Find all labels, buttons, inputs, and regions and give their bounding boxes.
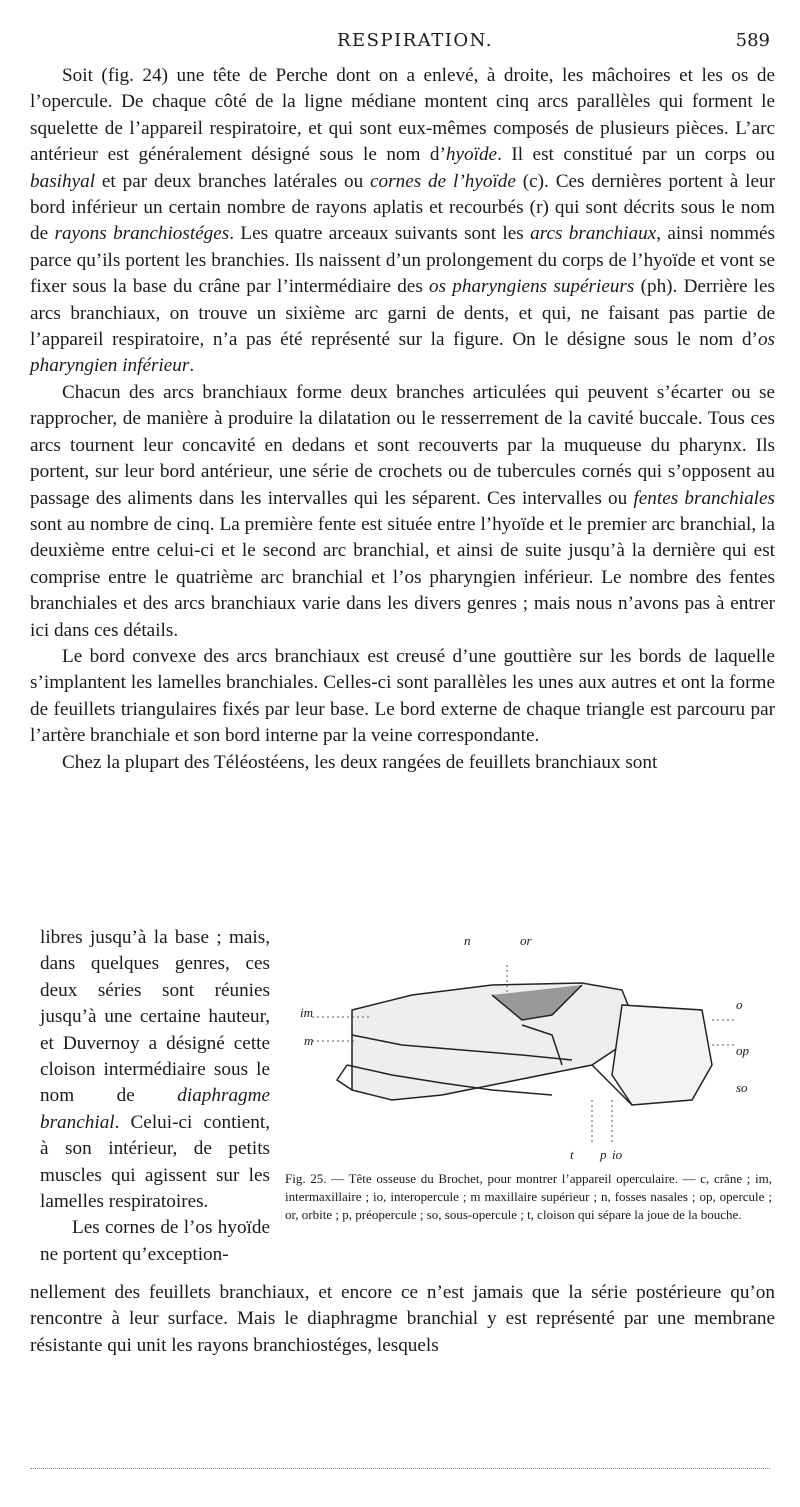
label-n: n — [464, 933, 471, 948]
paragraph-4-continued — [40, 925, 270, 1215]
label-so: so — [736, 1080, 748, 1095]
header-title: RESPIRATION. — [336, 30, 493, 51]
text-run: libres jusqu’à la base ; mais, dans quelques genres, ces deux séries sont réunies jusqu’à une certaine hauteur, et Duvernoy a désigné cette cloison intermédiaire sous le nom de — [40, 927, 270, 1107]
term-italic: hyoïde — [445, 144, 498, 166]
label-t: t — [570, 1147, 574, 1162]
page-number: 589 — [735, 30, 770, 51]
text-run: . Les quatre arceaux suivants sont les — [229, 223, 531, 245]
label-p: p — [600, 1147, 607, 1162]
term-italic: diaphragme branchial — [40, 1085, 270, 1133]
label-im: im — [300, 1005, 313, 1020]
term-italic: arcs branchiaux — [530, 223, 657, 245]
text-run: . — [189, 355, 195, 377]
paragraph-1 — [30, 63, 775, 380]
label-op: op — [736, 1043, 749, 1058]
text-run: (c). Ces dernières portent à leur bord inférieur un certain nombre de rayons aplatis et recourbés (r) qui sont décrits sous le nom de — [30, 170, 775, 245]
term-italic: os pharyngiens supérieurs — [429, 276, 635, 298]
text-run: et par deux branches latérales ou — [95, 170, 371, 192]
label-o: o — [736, 997, 743, 1012]
footer-rule — [30, 1468, 770, 1469]
label-m: m — [304, 1033, 314, 1048]
text-run: Chacun des arcs branchiaux forme deux branches articulées qui peuvent s’écarter ou se rapprocher, de manière à produire la dilatation ou le resserrement de la cavité buccale. Tous ces arcs tournent leur concavité en dedans et sont recouverts par la muqueuse du pharynx. Ils portent, sur leur bord antérieur, une série de crochets ou de tubercules cornés qui s’opposent au passage des aliments dans les intervalles qui les séparent. Ces intervalles ou — [30, 381, 775, 509]
caption-text: Fig. 25. — Tête osseuse du Brochet, pour montrer l’appareil operculaire. — c, crâne ; im, intermaxillaire ; io, interopercule ; m maxillaire supérieur ; n, fosses nasales ; op, opercule ; or, orbite ; p, préopercule ; so, sous-opercule ; t, cloison qui sépare la joue de la bouche. — [285, 1171, 772, 1222]
text-run: . Il est constitué par un corps ou — [497, 144, 775, 166]
paragraph-4-first-line: Chez la plupart des Téléostéens, les deux rangées de feuillets branchiaux sont — [62, 751, 658, 773]
text-run: Soit (fig. 24) une tête de Perche dont on a enlevé, à droite, les mâchoires et les os de l’opercule. De chaque côté de la ligne médiane montent cinq arcs parallèles qui forment le squelette de l’appareil respiratoire, et qui sont eux-mêmes composés de plusieurs pièces. L’arc antérieur est généralement désigné sous le nom d’ — [30, 65, 775, 166]
skull-illustration — [292, 925, 772, 1170]
running-header — [60, 30, 770, 58]
term-italic: rayons branchiostéges — [54, 223, 230, 245]
paragraph-5-continued — [30, 1280, 775, 1359]
paragraph-5-tail: nellement des feuillets branchiaux, et encore ce n’est jamais que la série postérieure qu’on rencontre à leur surface. Mais le diaphragme branchial y est représenté par une membrane résistante qui unit les rayons branchiostéges, lesquels — [30, 1282, 775, 1356]
term-italic: cornes de l’hyoïde — [370, 170, 516, 192]
label-or: or — [520, 933, 532, 948]
text-run: . Celui-ci contient, à son intérieur, de petits muscles qui agissent sur les lamelles respiratoires. — [40, 1111, 270, 1213]
term-italic: os pharyngien inférieur — [30, 329, 775, 377]
paragraph-3: Le bord convexe des arcs branchiaux est creusé d’une gouttière sur les bords de laquelle s’implantent les lamelles branchiales. Celles-ci sont parallèles les unes aux autres et ont la forme de feuillets triangulaires fixés par leur base. Le bord externe de chaque triangle est parcouru par l’artère branchiale et son bord interne par la veine correspondante. — [30, 645, 775, 747]
term-italic: basihyal — [30, 170, 96, 192]
wrapped-text-column — [40, 925, 270, 1268]
figure-caption — [285, 1170, 772, 1224]
paragraph-2 — [30, 380, 775, 644]
label-io: io — [612, 1147, 623, 1162]
paragraph-5-start: Les cornes de l’os hyoïde ne portent qu’exception- — [40, 1217, 270, 1265]
main-text — [30, 63, 775, 776]
text-run: , ainsi nommés parce qu’ils portent les branchies. Ils naissent d’un prolongement du corps de l’hyoïde et vont se fixer sous la base du crâne par l’intermédiaire des — [30, 223, 775, 298]
text-run: sont au nombre de cinq. La première fente est située entre l’hyoïde et le premier arc branchial, la deuxième entre celui-ci et le second arc branchial, et ainsi de suite jusqu’à la dernière qui est comprise entre le quatrième arc branchial et l’os pharyngien inférieur. Le nombre des fentes branchiales et des arcs branchiaux varie dans les divers genres ; mais nous n’avons pas à entrer ici dans ces détails. — [30, 513, 775, 641]
text-run: (ph). Derrière les arcs branchiaux, on trouve un sixième arc garni de dents, et qui, ne faisant pas partie de l’appareil respiratoire, n’a pas été représenté sur la figure. On le désigne sous le nom d’ — [30, 276, 775, 351]
term-italic: fentes branchiales — [633, 487, 775, 509]
